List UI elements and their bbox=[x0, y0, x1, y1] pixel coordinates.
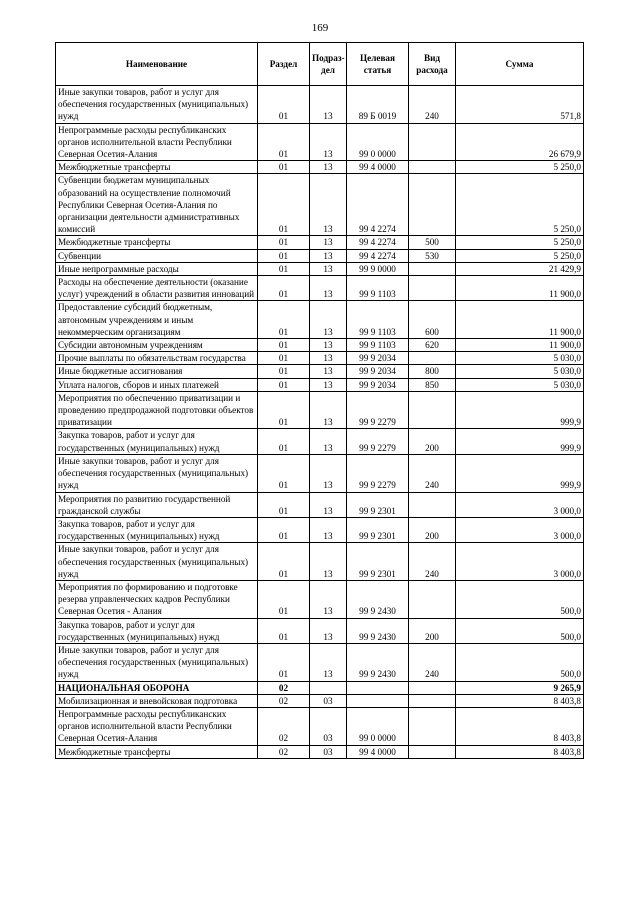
cell-article: 99 9 2279 bbox=[347, 454, 409, 492]
cell-article: 99 0 0000 bbox=[347, 123, 409, 161]
table-row bbox=[56, 429, 584, 454]
cell-sum: 26 679,9 bbox=[456, 123, 584, 161]
table-row bbox=[56, 694, 584, 707]
cell-expense-type: 620 bbox=[409, 339, 456, 352]
cell-section: 02 bbox=[258, 694, 310, 707]
cell-section: 01 bbox=[258, 391, 310, 429]
table-row bbox=[56, 174, 584, 236]
cell-sum: 11 900,0 bbox=[456, 339, 584, 352]
cell-sum: 5 030,0 bbox=[456, 365, 584, 378]
cell-subsection: 03 bbox=[310, 694, 347, 707]
header-name: Наименование bbox=[56, 43, 258, 86]
cell-name: Мероприятия по развитию государственной гражданской службы bbox=[56, 492, 258, 517]
cell-expense-type bbox=[409, 276, 456, 301]
cell-expense-type: 240 bbox=[409, 86, 456, 124]
cell-article: 99 9 2279 bbox=[347, 429, 409, 454]
cell-subsection: 13 bbox=[310, 249, 347, 262]
cell-expense-type: 200 bbox=[409, 517, 456, 542]
table-row bbox=[56, 391, 584, 429]
cell-article: 99 9 2301 bbox=[347, 517, 409, 542]
table-row bbox=[56, 301, 584, 339]
cell-subsection: 13 bbox=[310, 492, 347, 517]
cell-section: 01 bbox=[258, 454, 310, 492]
cell-section: 01 bbox=[258, 352, 310, 365]
header-sum: Сумма bbox=[456, 43, 584, 86]
cell-article: 99 9 2430 bbox=[347, 618, 409, 643]
cell-section: 01 bbox=[258, 543, 310, 581]
budget-table bbox=[55, 42, 584, 759]
cell-article: 99 9 2279 bbox=[347, 391, 409, 429]
header-subsection: Подраз-дел bbox=[310, 43, 347, 86]
table-row bbox=[56, 517, 584, 542]
cell-sum: 500,0 bbox=[456, 618, 584, 643]
cell-expense-type: 600 bbox=[409, 301, 456, 339]
cell-section: 01 bbox=[258, 339, 310, 352]
cell-article: 99 9 2034 bbox=[347, 378, 409, 391]
cell-sum: 3 000,0 bbox=[456, 492, 584, 517]
cell-subsection: 13 bbox=[310, 643, 347, 681]
cell-name: Субвенции бюджетам муниципальных образований на осуществление полномочий Республики Северная Осетия-Алания по организации деятельности административных комиссий bbox=[56, 174, 258, 236]
cell-name: Межбюджетные трансферты bbox=[56, 236, 258, 249]
table-row bbox=[56, 276, 584, 301]
cell-subsection: 13 bbox=[310, 378, 347, 391]
cell-name: Непрограммные расходы республиканских органов исполнительной власти Республики Северная Осетия-Алания bbox=[56, 707, 258, 745]
table-row bbox=[56, 707, 584, 745]
cell-section: 01 bbox=[258, 492, 310, 517]
cell-section: 01 bbox=[258, 618, 310, 643]
cell-expense-type bbox=[409, 161, 456, 174]
table-row bbox=[56, 352, 584, 365]
table-row bbox=[56, 249, 584, 262]
cell-name: Иные закупки товаров, работ и услуг для обеспечения государственных (муниципальных) нужд bbox=[56, 543, 258, 581]
cell-article: 89 Б 0019 bbox=[347, 86, 409, 124]
cell-sum: 8 403,8 bbox=[456, 694, 584, 707]
cell-expense-type bbox=[409, 694, 456, 707]
cell-subsection: 03 bbox=[310, 745, 347, 758]
table-row bbox=[56, 236, 584, 249]
cell-name: Иные непрограммные расходы bbox=[56, 262, 258, 275]
table-row bbox=[56, 618, 584, 643]
cell-name: Иные закупки товаров, работ и услуг для обеспечения государственных (муниципальных) нужд bbox=[56, 454, 258, 492]
cell-name: Закупка товаров, работ и услуг для государственных (муниципальных) нужд bbox=[56, 429, 258, 454]
cell-subsection bbox=[310, 681, 347, 694]
cell-sum: 8 403,8 bbox=[456, 707, 584, 745]
cell-article: 99 4 0000 bbox=[347, 161, 409, 174]
table-row bbox=[56, 123, 584, 161]
cell-expense-type bbox=[409, 391, 456, 429]
table-row bbox=[56, 745, 584, 758]
cell-subsection: 13 bbox=[310, 543, 347, 581]
header-section: Раздел bbox=[258, 43, 310, 86]
cell-subsection: 13 bbox=[310, 429, 347, 454]
cell-subsection: 13 bbox=[310, 454, 347, 492]
table-row bbox=[56, 262, 584, 275]
cell-name: Иные бюджетные ассигнования bbox=[56, 365, 258, 378]
cell-subsection: 13 bbox=[310, 262, 347, 275]
cell-name: Расходы на обеспечение деятельности (оказание услуг) учреждений в области развития инноваций bbox=[56, 276, 258, 301]
cell-sum: 500,0 bbox=[456, 580, 584, 618]
cell-section: 01 bbox=[258, 301, 310, 339]
page-number: 169 bbox=[311, 22, 329, 34]
cell-name: Закупка товаров, работ и услуг для государственных (муниципальных) нужд bbox=[56, 618, 258, 643]
cell-section: 01 bbox=[258, 174, 310, 236]
cell-name: Мероприятия по обеспечению приватизации и проведению предпродажной подготовки объектов приватизации bbox=[56, 391, 258, 429]
cell-sum: 5 250,0 bbox=[456, 161, 584, 174]
cell-subsection: 03 bbox=[310, 707, 347, 745]
cell-section: 01 bbox=[258, 262, 310, 275]
cell-expense-type bbox=[409, 580, 456, 618]
cell-section: 01 bbox=[258, 378, 310, 391]
cell-name: Иные закупки товаров, работ и услуг для обеспечения государственных (муниципальных) нужд bbox=[56, 86, 258, 124]
cell-article: 99 9 1103 bbox=[347, 301, 409, 339]
cell-section: 01 bbox=[258, 365, 310, 378]
cell-sum: 21 429,9 bbox=[456, 262, 584, 275]
cell-subsection: 13 bbox=[310, 339, 347, 352]
cell-section: 01 bbox=[258, 161, 310, 174]
cell-subsection: 13 bbox=[310, 276, 347, 301]
cell-sum: 11 900,0 bbox=[456, 301, 584, 339]
cell-article: 99 9 0000 bbox=[347, 262, 409, 275]
cell-article bbox=[347, 694, 409, 707]
cell-sum: 9 265,9 bbox=[456, 681, 584, 694]
header-article: Целевая статья bbox=[347, 43, 409, 86]
cell-expense-type bbox=[409, 681, 456, 694]
cell-sum: 3 000,0 bbox=[456, 517, 584, 542]
cell-sum: 999,9 bbox=[456, 454, 584, 492]
cell-sum: 500,0 bbox=[456, 643, 584, 681]
cell-sum: 5 250,0 bbox=[456, 249, 584, 262]
cell-expense-type bbox=[409, 174, 456, 236]
cell-expense-type: 240 bbox=[409, 454, 456, 492]
cell-article: 99 9 2301 bbox=[347, 543, 409, 581]
table-body bbox=[56, 86, 584, 759]
table-row bbox=[56, 86, 584, 124]
cell-section: 02 bbox=[258, 707, 310, 745]
cell-expense-type: 800 bbox=[409, 365, 456, 378]
cell-article: 99 9 2430 bbox=[347, 643, 409, 681]
cell-subsection: 13 bbox=[310, 174, 347, 236]
table-row bbox=[56, 681, 584, 694]
cell-article: 99 4 0000 bbox=[347, 745, 409, 758]
cell-expense-type bbox=[409, 745, 456, 758]
cell-sum: 571,8 bbox=[456, 86, 584, 124]
cell-section: 01 bbox=[258, 429, 310, 454]
cell-sum: 5 250,0 bbox=[456, 174, 584, 236]
cell-sum: 3 000,0 bbox=[456, 543, 584, 581]
cell-name: Прочие выплаты по обязательствам государства bbox=[56, 352, 258, 365]
table-row bbox=[56, 643, 584, 681]
cell-subsection: 13 bbox=[310, 391, 347, 429]
cell-expense-type: 240 bbox=[409, 543, 456, 581]
table-row bbox=[56, 339, 584, 352]
cell-name: Закупка товаров, работ и услуг для государственных (муниципальных) нужд bbox=[56, 517, 258, 542]
cell-article: 99 9 2034 bbox=[347, 352, 409, 365]
cell-section: 01 bbox=[258, 580, 310, 618]
cell-sum: 999,9 bbox=[456, 429, 584, 454]
table-row bbox=[56, 161, 584, 174]
cell-sum: 999,9 bbox=[456, 391, 584, 429]
cell-name: НАЦИОНАЛЬНАЯ ОБОРОНА bbox=[56, 681, 258, 694]
cell-article: 99 9 1103 bbox=[347, 276, 409, 301]
cell-section: 01 bbox=[258, 236, 310, 249]
cell-subsection: 13 bbox=[310, 517, 347, 542]
cell-section: 01 bbox=[258, 276, 310, 301]
table-row bbox=[56, 454, 584, 492]
table-row bbox=[56, 543, 584, 581]
cell-name: Субсидии автономным учреждениям bbox=[56, 339, 258, 352]
cell-subsection: 13 bbox=[310, 618, 347, 643]
cell-expense-type: 240 bbox=[409, 643, 456, 681]
cell-subsection: 13 bbox=[310, 123, 347, 161]
cell-name: Уплата налогов, сборов и иных платежей bbox=[56, 378, 258, 391]
cell-expense-type: 530 bbox=[409, 249, 456, 262]
cell-subsection: 13 bbox=[310, 236, 347, 249]
cell-article: 99 4 2274 bbox=[347, 249, 409, 262]
cell-sum: 5 030,0 bbox=[456, 378, 584, 391]
cell-section: 01 bbox=[258, 123, 310, 161]
cell-expense-type: 500 bbox=[409, 236, 456, 249]
cell-expense-type bbox=[409, 352, 456, 365]
cell-article: 99 9 2430 bbox=[347, 580, 409, 618]
cell-name: Субвенции bbox=[56, 249, 258, 262]
cell-expense-type bbox=[409, 123, 456, 161]
cell-subsection: 13 bbox=[310, 86, 347, 124]
cell-expense-type bbox=[409, 492, 456, 517]
cell-subsection: 13 bbox=[310, 365, 347, 378]
cell-article: 99 4 2274 bbox=[347, 236, 409, 249]
cell-name: Межбюджетные трансферты bbox=[56, 161, 258, 174]
cell-sum: 5 250,0 bbox=[456, 236, 584, 249]
cell-article bbox=[347, 681, 409, 694]
cell-section: 01 bbox=[258, 86, 310, 124]
table-header-row bbox=[56, 43, 584, 86]
cell-sum: 5 030,0 bbox=[456, 352, 584, 365]
cell-sum: 11 900,0 bbox=[456, 276, 584, 301]
cell-subsection: 13 bbox=[310, 161, 347, 174]
cell-section: 01 bbox=[258, 643, 310, 681]
cell-article: 99 4 2274 bbox=[347, 174, 409, 236]
header-expense-type: Вид расхода bbox=[409, 43, 456, 86]
cell-expense-type bbox=[409, 707, 456, 745]
cell-subsection: 13 bbox=[310, 580, 347, 618]
cell-article: 99 9 2301 bbox=[347, 492, 409, 517]
cell-name: Иные закупки товаров, работ и услуг для обеспечения государственных (муниципальных) нужд bbox=[56, 643, 258, 681]
cell-expense-type bbox=[409, 262, 456, 275]
cell-expense-type: 200 bbox=[409, 618, 456, 643]
cell-name: Предоставление субсидий бюджетным, автономным учреждениям и иным некоммерческим организациям bbox=[56, 301, 258, 339]
cell-name: Межбюджетные трансферты bbox=[56, 745, 258, 758]
table-row bbox=[56, 378, 584, 391]
table-row bbox=[56, 492, 584, 517]
cell-section: 01 bbox=[258, 517, 310, 542]
table-row bbox=[56, 365, 584, 378]
cell-subsection: 13 bbox=[310, 301, 347, 339]
table-row bbox=[56, 580, 584, 618]
cell-section: 02 bbox=[258, 681, 310, 694]
cell-article: 99 9 1103 bbox=[347, 339, 409, 352]
cell-expense-type: 850 bbox=[409, 378, 456, 391]
cell-name: Непрограммные расходы республиканских органов исполнительной власти Республики Северная Осетия-Алания bbox=[56, 123, 258, 161]
cell-section: 01 bbox=[258, 249, 310, 262]
cell-subsection: 13 bbox=[310, 352, 347, 365]
cell-name: Мобилизационная и вневойсковая подготовка bbox=[56, 694, 258, 707]
cell-article: 99 0 0000 bbox=[347, 707, 409, 745]
cell-section: 02 bbox=[258, 745, 310, 758]
cell-name: Мероприятия по формированию и подготовке резерва управленческих кадров Республики Северная Осетия - Алания bbox=[56, 580, 258, 618]
cell-article: 99 9 2034 bbox=[347, 365, 409, 378]
cell-sum: 8 403,8 bbox=[456, 745, 584, 758]
cell-expense-type: 200 bbox=[409, 429, 456, 454]
